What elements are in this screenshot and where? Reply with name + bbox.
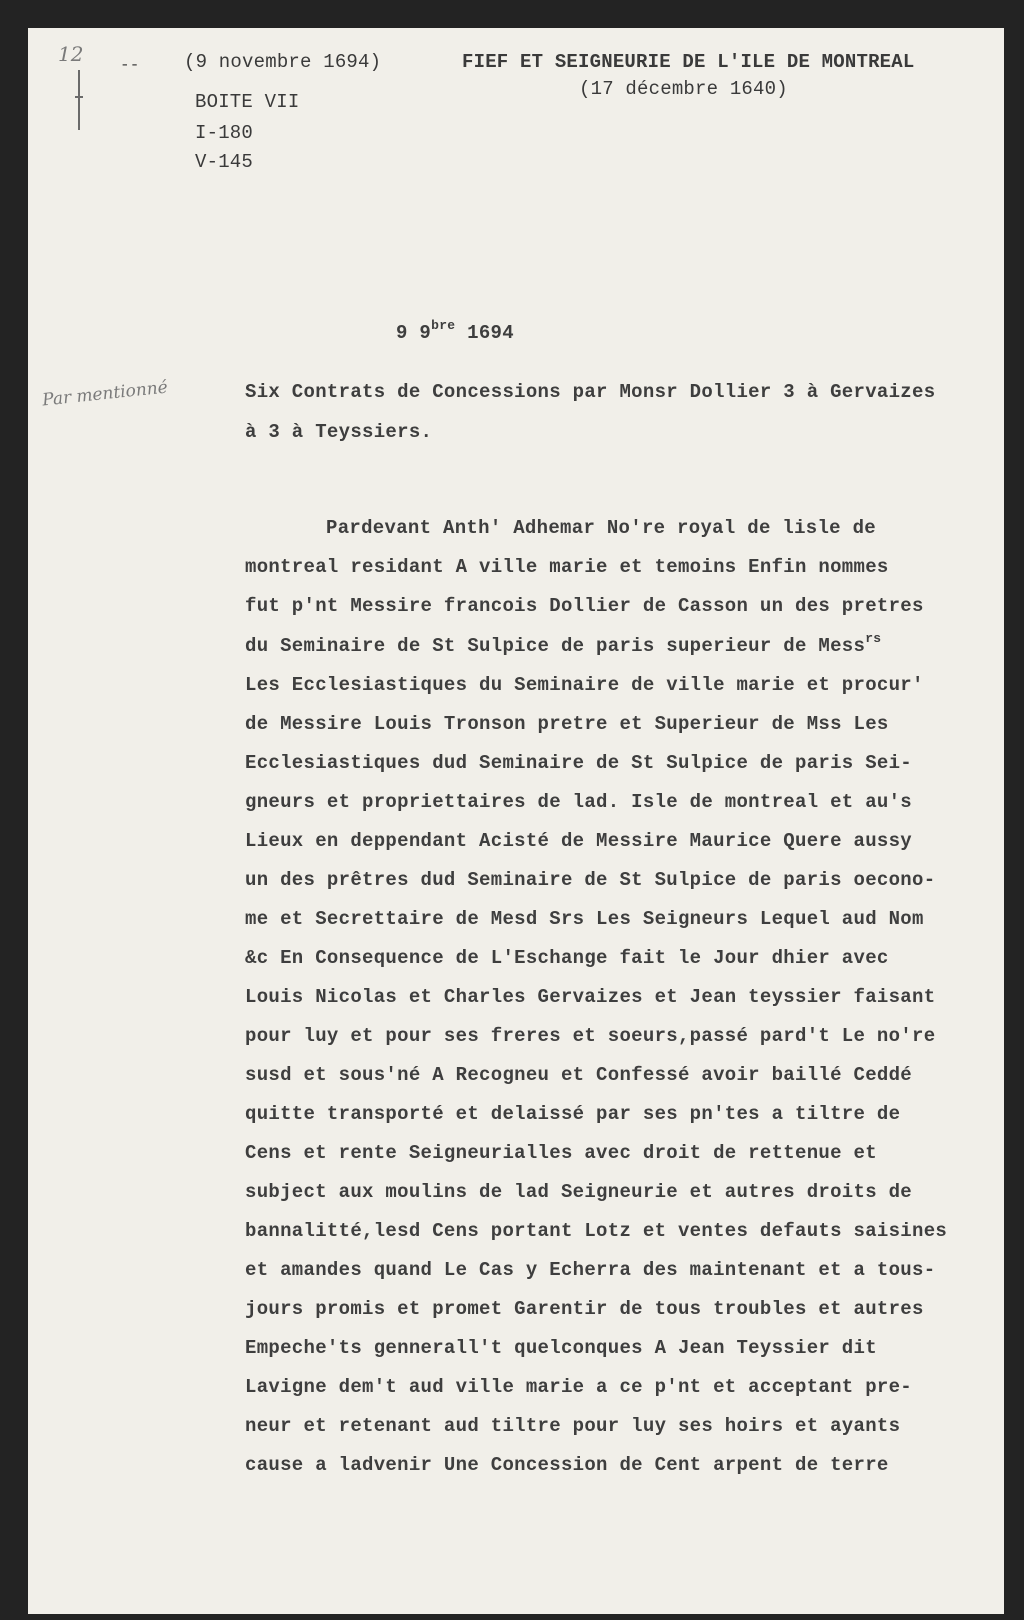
document-title: FIEF ET SEIGNEURIE DE L'ILE DE MONTREAL	[462, 51, 915, 73]
margin-tick	[75, 96, 83, 98]
reference-1: I-180	[195, 122, 254, 144]
body-line: Empeche'ts gennerall't quelconques A Jean Teyssier dit	[245, 1337, 877, 1359]
margin-dash: --	[120, 56, 140, 74]
body-line: Lavigne dem't aud ville marie a ce p'nt et acceptant pre-	[245, 1376, 913, 1398]
dateline	[396, 318, 514, 344]
body-line: quitte transporté et delaissé par ses pn'tes a tiltre de	[245, 1103, 901, 1125]
dateline-year: 1694	[455, 322, 514, 344]
box-label: BOITE VII	[195, 91, 300, 113]
body-line: me et Secrettaire de Mesd Srs Les Seigneurs Lequel aud Nom	[245, 908, 924, 930]
dateline-day: 9 9	[396, 322, 432, 344]
body-line: neur et retenant aud tiltre pour luy ses hoirs et ayants	[245, 1415, 901, 1437]
title-date: (17 décembre 1640)	[579, 78, 788, 100]
body-line: bannalitté,lesd Cens portant Lotz et ventes defauts saisines	[245, 1220, 948, 1242]
body-line: cause a ladvenir Une Concession de Cent arpent de terre	[245, 1454, 889, 1476]
document-page	[28, 28, 1004, 1614]
body-line: &c En Consequence de L'Eschange fait le Jour dhier avec	[245, 947, 889, 969]
body-line: jours promis et promet Garentir de tous troubles et autres	[245, 1298, 924, 1320]
margin-bracket	[78, 70, 80, 130]
body-line: gneurs et propriettaires de lad. Isle de montreal et au's	[245, 791, 913, 813]
body-line: Cens et rente Seigneurialles avec droit de rettenue et	[245, 1142, 877, 1164]
body-line: pour luy et pour ses freres et soeurs,passé pard't Le no're	[245, 1025, 936, 1047]
header-date: (9 novembre 1694)	[184, 51, 382, 73]
body-line: Louis Nicolas et Charles Gervaizes et Jean teyssier faisant	[245, 986, 936, 1008]
reference-2: V-145	[195, 151, 254, 173]
body-line	[245, 631, 882, 657]
body-line: subject aux moulins de lad Seigneurie et autres droits de	[245, 1181, 913, 1203]
summary-line-2: à 3 à Teyssiers.	[245, 421, 433, 443]
body-line: Pardevant Anth' Adhemar No're royal de lisle de	[326, 517, 876, 539]
body-line: Ecclesiastiques dud Seminaire de St Sulpice de paris Sei-	[245, 752, 913, 774]
body-line: Les Ecclesiastiques du Seminaire de ville marie et procur'	[245, 674, 924, 696]
page-number: 12	[58, 42, 84, 66]
dateline-month-abbrev: bre	[431, 318, 456, 333]
body-line: et amandes quand Le Cas y Echerra des maintenant et a tous-	[245, 1259, 936, 1281]
body-line: Lieux en deppendant Acisté de Messire Maurice Quere aussy	[245, 830, 913, 852]
superscript: rs	[865, 631, 882, 646]
body-line: susd et sous'né A Recogneu et Confessé avoir baillé Ceddé	[245, 1064, 913, 1086]
body-line: montreal residant A ville marie et temoins Enfin nommes	[245, 556, 889, 578]
body-line: de Messire Louis Tronson pretre et Superieur de Mss Les	[245, 713, 889, 735]
body-line: un des prêtres dud Seminaire de St Sulpice de paris oecono-	[245, 869, 936, 891]
margin-annotation: Par mentionné	[41, 377, 169, 411]
summary-line-1: Six Contrats de Concessions par Monsr Dollier 3 à Gervaizes	[245, 381, 936, 403]
body-line-text: du Seminaire de St Sulpice de paris superieur de Mess	[245, 635, 866, 657]
body-line: fut p'nt Messire francois Dollier de Casson un des pretres	[245, 595, 924, 617]
